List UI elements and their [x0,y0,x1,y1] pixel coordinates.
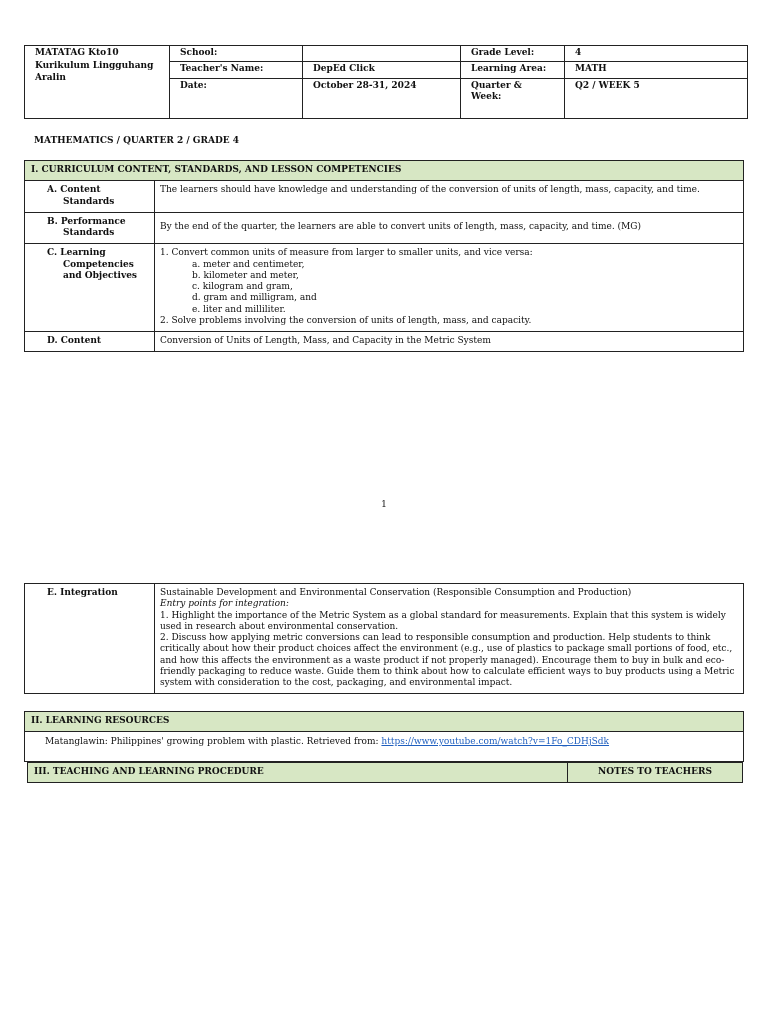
grade-value: 4 [565,46,748,62]
competencies-label-line2: Competencies [63,259,134,270]
header-table [24,45,748,119]
area-label: Learning Area: [461,62,565,78]
content-standards-label-line2: Standards [63,196,115,207]
competency-item-2: 2. Solve problems involving the conversion of units of length, mass, and capacity. [160,315,532,326]
competencies-label-line3: and Objectives [63,270,137,281]
page-number: 1 [381,500,387,510]
resources-content [25,732,744,761]
list-item: b. kilometer and meter, [192,270,299,281]
curriculum-name: Kurikulum Lingguhang Aralin [35,61,154,83]
list-item: e. liter and milliliter. [192,304,286,315]
content-label: D. Content [25,332,155,352]
subject-line: MATHEMATICS / QUARTER 2 / GRADE 4 [34,136,240,146]
grade-label: Grade Level: [461,46,565,62]
resource-link[interactable]: https://www.youtube.com/watch?v=1Fo_CDHjSdk [381,737,610,748]
curriculum-table [24,160,744,352]
content-standards-text: The learners should have knowledge and understanding of the conversion of units of length, mass, capacity, and time. [155,181,744,213]
competencies-label-line1: C. Learning [47,248,106,259]
list-item: a. meter and centimeter, [192,259,305,270]
program-cell [25,46,170,119]
resources-section-title: II. LEARNING RESOURCES [25,712,744,732]
date-label: Date: [170,78,303,118]
competency-item-1: 1. Convert common units of measure from larger to smaller units, and vice versa: [160,248,533,259]
procedure-section-title: III. TEACHING AND LEARNING PROCEDURE [28,763,568,783]
program-name: MATATAG Kto10 [35,48,119,58]
integration-content [155,584,744,694]
resources-text: Matanglawin: Philippines' growing problem with plastic. Retrieved from: [45,737,379,748]
integration-title: Sustainable Development and Environmental Conservation (Responsible Consumption and Production) [160,588,632,598]
school-label: School: [170,46,303,62]
performance-standards-text: By the end of the quarter, the learners are able to convert units of length, mass, capacity, and time. (MG) [155,212,744,244]
curriculum-section-title: I. CURRICULUM CONTENT, STANDARDS, AND LESSON COMPETENCIES [25,161,744,181]
performance-standards-label [25,212,155,244]
integration-label: E. Integration [25,584,155,694]
entry-points-label: Entry points for integration: [160,599,289,610]
content-standards-label-line1: A. Content [47,185,101,196]
teacher-label: Teacher's Name: [170,62,303,78]
integration-table [24,583,744,694]
performance-standards-label-line2: Standards [63,228,115,238]
date-value: October 28-31, 2024 [303,78,461,118]
performance-standards-label-line1: B. Performance [47,216,126,227]
quarter-value: Q2 / WEEK 5 [565,78,748,118]
notes-to-teachers-title: NOTES TO TEACHERS [568,763,743,783]
integration-point-1: 1. Highlight the importance of the Metric System as a global standard for measurements. Explain that this system is widely used in research about environmental conservation. [160,610,726,632]
area-value: MATH [565,62,748,78]
competency-subitems [160,260,738,316]
quarter-label: Quarter & Week: [461,78,565,118]
resources-table [24,711,744,762]
competencies-content [155,244,744,332]
content-standards-label [25,181,155,213]
content-text: Conversion of Units of Length, Mass, and Capacity in the Metric System [155,332,744,352]
competencies-label [25,244,155,332]
school-value [303,46,461,62]
procedure-table [27,762,743,783]
teacher-value: DepEd Click [303,62,461,78]
list-item: c. kilogram and gram, [192,282,293,292]
integration-point-2: 2. Discuss how applying metric conversions can lead to responsible consumption and production. Help students to think critically about how their product choices affect the environment (e.g., use of plastics to package small portions of food, etc., and how this affects the environment as a waste product if not properly managed). Encourage them to buy in bulk and eco-friendly packaging to reduce waste. Guide them to think about how to calculate efficient ways to buy products using a Metric system with consideration to the cost, packaging, and environmental impact. [160,633,735,688]
list-item: d. gram and milligram, and [192,293,317,304]
